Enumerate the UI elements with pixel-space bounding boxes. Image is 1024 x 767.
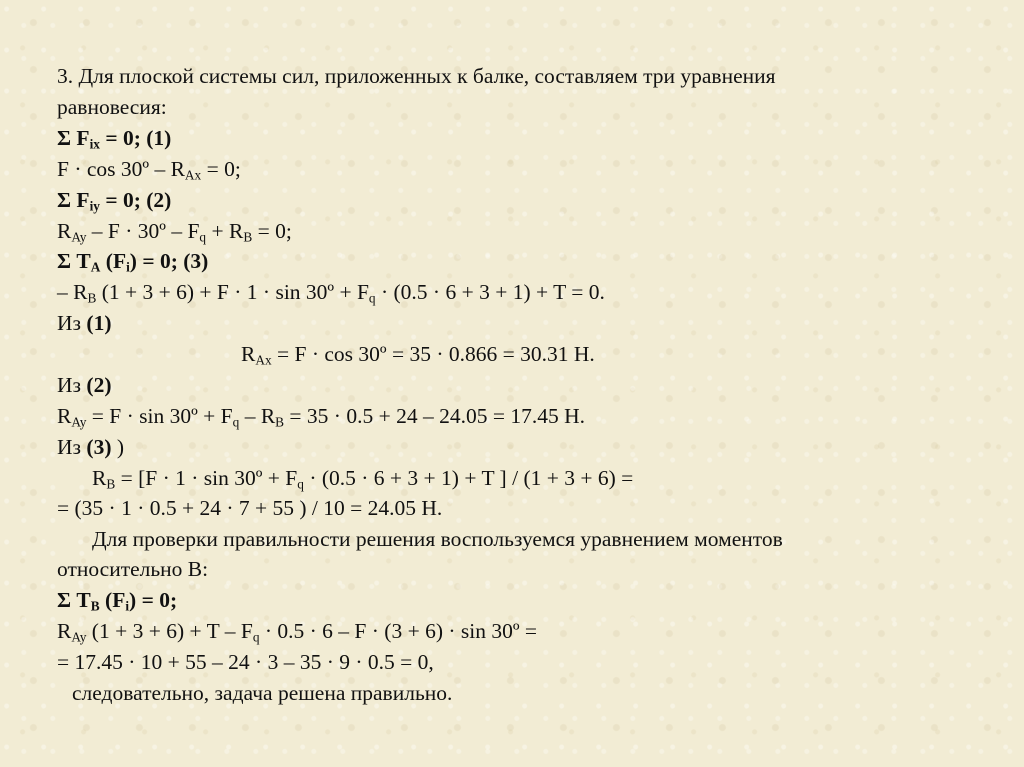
check-result-line: = 17.45 · 10 + 55 – 24 · 3 – 35 · 9 · 0.5 = 0, (57, 650, 434, 674)
result-rb-value: = (35 · 1 · 0.5 + 24 · 7 + 55 ) / 10 = 24.05 Н. (57, 496, 443, 520)
equation-sum-fy: Σ $F_{iy} = 0$; (2) (57, 188, 172, 214)
result-ray: $R_{Ay} = F \cdot \sin$ 30º + $F_q - R_B = 35 \cdot 0.5 + 24 - 24.05 = 17.45$ Н. (57, 404, 585, 430)
equation-sum-moments-b: Σ $T_B$ $(F_i) = 0$; (57, 588, 178, 614)
equation-fy-expanded: $R_{Ay}$ – F · 30º – $F_q + R_B = 0$; (57, 219, 292, 245)
from-eq2-label: Из (2) (57, 373, 112, 397)
problem-statement-line: 3. Для плоской системы сил, приложенных к балке, составляем три уравнения (57, 64, 776, 88)
check-intro-line: Для проверки правильности решения воспользуемся уравнением моментов (92, 527, 783, 551)
result-rb-formula: $R_B = [F \cdot 1 \cdot \sin$ 30º + $F_q \cdot (0.5 \cdot 6 + 3 + 1) + T$ ] / (1 + 3 + 6) = (92, 466, 634, 492)
equation-moments-b-expanded: $R_{Ay}$ $(1 + 3 + 6) + T - F_q \cdot 0.5 \cdot 6 - F \cdot (3 + 6) \cdot \sin$ 30º = (57, 619, 538, 645)
conclusion-line: следовательно, задача решена правильно. (72, 681, 453, 705)
equation-sum-moments-a: Σ $T_A$ $(F_i) = 0$; (3) (57, 249, 209, 275)
from-eq3-label: Из (3) ) (57, 435, 125, 459)
result-rax: $R_{Ax} = F \cdot \cos$ 30º = 35 · 0.866 = 30.31 Н. (241, 342, 595, 368)
from-eq1-label: Из (1) (57, 311, 112, 335)
equation-sum-fx: Σ $F_{ix} = 0$; (1) (57, 126, 172, 152)
check-intro-line-2: относительно В: (57, 557, 209, 581)
equation-fx-expanded: F · cos 30º – $R_{Ax} = 0$; (57, 157, 241, 183)
equation-moments-a-expanded: – $R_B$ (1 + 3 + 6) + F · 1 · sin 30º + $F_q \cdot (0.5 \cdot 6 + 3 + 1) + T = 0$. (57, 280, 605, 306)
problem-statement-line-2: равновесия: (57, 95, 167, 119)
